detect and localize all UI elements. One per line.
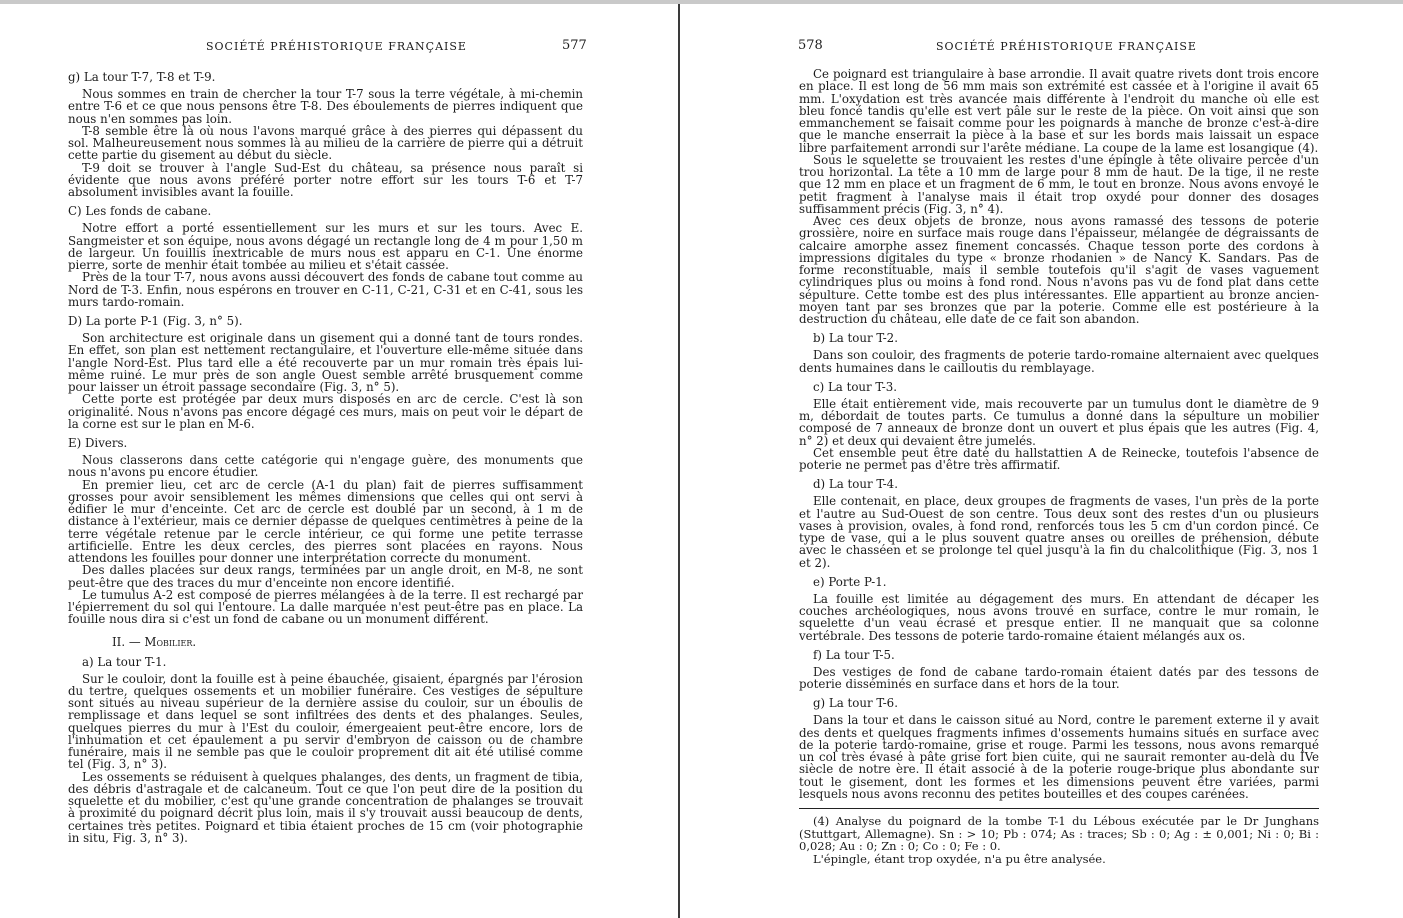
section-heading: b) La tour T-2. — [813, 331, 898, 346]
section-heading: e) Porte P-1. — [813, 574, 887, 589]
section-heading: f) La tour T-5. — [813, 647, 895, 662]
paragraph: En premier lieu, cet arc de cercle (A-1 du plan) fait de pierres suffisamment grosses pour avoir sensiblement les mêmes dimensions que celles qui ont servi à édifier le mur d'enceinte. Cet arc de cercle est doublé par un second, à 1 m de distance à l'extérieur, mais ce dernier dépasse de quelques centimètres à peine de la terre végétale retenue par le cercle intérieur, ce qui forme une petite terrasse artificielle. Entre les deux cercles, des pierres sont placées en rayons. Nous attendons les fouilles pour donner une interprétation correcte du monument. — [68, 477, 583, 565]
section-heading: D) La porte P-1 (Fig. 3, n° 5). — [68, 314, 243, 328]
paragraph: La fouille est limitée au dégagement des murs. En attendant de décaper les couches archéologiques, nous avons trouvé en surface, contre le mur romain, le squelette d'un veau écrasé et presque entier. Il ne manquait que sa colonne vertébrale. Des tessons de poterie tardo-romaine étaient mélangés aux os. — [799, 591, 1319, 643]
page-divider — [678, 4, 680, 918]
section-heading: c) La tour T-3. — [813, 379, 897, 394]
section-heading: a) La tour T-1. — [82, 654, 167, 669]
chapter-heading: II. — Mobilier. — [112, 634, 197, 649]
paragraph: Ce poignard est triangulaire à base arrondie. Il avait quatre rivets dont trois encore en place. Il est long de 56 mm mais son extrémité est cassée et à l'origine il avait 65 mm. L'oxydation est très avancée mais différente à l'endroit du manche où elle est bleu foncé tandis qu'elle est vert pâle sur le reste de la pièce. On voit ainsi que son emmanchement se faisait comme pour les poignards à manche de bronze c'est-à-dire que le manche enserrait la pièce à la base et sur les bords mais laissait un espace libre parfaitement arrondi sur l'arête médiane. La coupe de la lame est losangique (4). — [799, 67, 1319, 155]
paragraph: Elle était entièrement vide, mais recouverte par un tumulus dont le diamètre de 9 m, débordait de toutes parts. Ce tumulus a donné dans la sépulture un mobilier composé de 7 anneaux de bronze dont un ouvert et plus épais que les autres (Fig. 4, n° 2) et deux qui devaient être jumelés. — [799, 396, 1319, 448]
paragraph: T-8 semble être là où nous l'avons marqué grâce à des pierres qui dépassent du sol. Malheureusement nous sommes là au milieu de la carrière de pierre qui a détruit cette partie du gisement au début du siècle. — [68, 123, 583, 163]
page-number: 578 — [798, 38, 823, 53]
footnote: L'épingle, étant trop oxydée, n'a pu être analysée. — [813, 851, 1106, 866]
paragraph: Elle contenait, en place, deux groupes de fragments de vases, l'un près de la porte et l'autre au Sud-Ouest de son centre. Tous deux sont des restes d'un ou plusieurs vases à provision, ovales, à fond rond, renforcés tous les 5 cm d'un cordon pincé. Ce type de vase, qui a le plus souvent quatre anses ou oreilles de préhension, débute avec le chasséen et se prolonge tel quel jusqu'à la fin du chalcolithique (Fig. 3, nos 1 et 2). — [799, 494, 1319, 570]
paragraph: Nous classerons dans cette catégorie qui n'engage guère, des monuments que nous n'avons pu encore étudier. — [68, 453, 583, 480]
footnote: (4) Analyse du poignard de la tombe T-1 du Lébous exécutée par le Dr Junghans (Stuttgart, Allemagne). Sn : > 10; Pb : 074; As : traces; Sb : 0; Ag : ± 0,001; Ni : 0; Bi : 0,028; Au : 0; Zn : 0; Co : 0; Fe : 0. — [799, 814, 1319, 853]
page-577 — [0, 4, 677, 918]
paragraph: Cette porte est protégée par deux murs disposés en arc de cercle. C'est là son originalité. Nous n'avons pas encore dégagé ces murs, mais on peut voir le départ de la corne est sur le plan en M-6. — [68, 392, 583, 431]
paragraph: Les ossements se réduisent à quelques phalanges, des dents, un fragment de tibia, des débris d'astragale et de calcaneum. Tout ce que l'on peut dire de la position du squelette et du mobilier, c'est qu'une grande concentration de phalanges se trouvait à proximité du poignard décrit plus loin, mais il s'y trouvait aussi beaucoup de dents, certaines très petites. Poignard et tibia étaient proches de 15 cm (voir photographie in situ, Fig. 3, n° 3). — [68, 769, 583, 845]
footnote-separator — [799, 808, 1319, 809]
text-column — [68, 71, 583, 844]
running-head: SOCIÉTÉ PRÉHISTORIQUE FRANÇAISE — [206, 40, 467, 53]
paragraph: Avec ces deux objets de bronze, nous avons ramassé des tessons de poterie grossière, noire en surface mais rouge dans l'épaisseur, mélangée de dégraissants de calcaire amorphe assez finement concassés. Chaque tesson porte des cordons à impressions digitales du type « bronze rhodanien » de Nancy K. Sandars. Pas de forme reconstituable, mais il semble toutefois qu'il s'agit de vases vaguement cylindriques plus ou moins à fond rond. Nous n'avons pas vu de fond plat dans cette sépulture. Cette tombe est des plus intéressantes. Elle appartient au bronze ancien-moyen tant par ses bronzes que par la poterie. Comme elle est postérieure à la destruction du château, elle date de ce fait son abandon. — [799, 214, 1319, 326]
paragraph: Nous sommes en train de chercher la tour T-7 sous la terre végétale, à mi-chemin entre T-6 et ce que nous pensons être T-8. Des éboulements de pierres indiquent que nous n'en sommes pas loin. — [68, 87, 583, 126]
paragraph: Sous le squelette se trouvaient les restes d'une épingle à tête olivaire percée d'un trou horizontal. La tête a 10 mm de large pour 8 mm de haut. De la tige, il ne reste que 12 mm en place et un fragment de 6 mm, le tout en bronze. Nous avons envoyé le petit fragment à l'analyse mais il était trop oxydé pour donner des dosages suffisamment précis (Fig. 3, n° 4). — [799, 152, 1319, 216]
running-head: SOCIÉTÉ PRÉHISTORIQUE FRANÇAISE — [936, 40, 1197, 53]
paragraph: Cet ensemble peut être daté du hallstattien A de Reinecke, toutefois l'absence de poterie ne permet pas d'être très affirmatif. — [799, 445, 1319, 472]
paragraph: Son architecture est originale dans un gisement qui a donné tant de tours rondes. En effet, son plan est nettement rectangulaire, et l'ouverture elle-même située dans l'angle Nord-Est. Plus tard elle a été recouverte par un mur romain très épais lui-même ruiné. Le mur près de son angle Ouest semble arrêté brusquement comme pour laisser un étroit passage secondaire (Fig. 3, n° 5). — [68, 331, 583, 394]
paragraph: Des dalles placées sur deux rangs, terminées par un angle droit, en M-8, ne sont peut-être que des traces du mur d'enceinte non encore identifié. — [68, 563, 583, 590]
paragraph: Près de la tour T-7, nous avons aussi découvert des fonds de cabane tout comme au Nord de T-3. Enfin, nous espérons en trouver en C-11, C-21, C-31 et en C-41, sous les murs tardo-romain. — [68, 270, 583, 309]
section-heading: E) Divers. — [68, 436, 128, 450]
section-heading: C) Les fonds de cabane. — [68, 204, 212, 219]
paragraph: Le tumulus A-2 est composé de pierres mélangées à de la terre. Il est rechargé par l'épierrement du sol qui l'entoure. La dalle marquée n'est peut-être pas en place. La fouille nous dira si c'est un fond de cabane ou un monument différent. — [68, 587, 583, 627]
text-column — [799, 68, 1319, 865]
section-heading: d) La tour T-4. — [813, 477, 898, 492]
section-heading: g) La tour T-7, T-8 et T-9. — [68, 70, 216, 84]
page-578 — [681, 4, 1403, 918]
page-number: 577 — [562, 38, 587, 53]
section-heading: g) La tour T-6. — [813, 696, 898, 711]
paragraph: Sur le couloir, dont la fouille est à peine ébauchée, gisaient, épargnés par l'érosion du tertre, quelques ossements et un mobilier funéraire. Ces vestiges de sépulture sont situés au niveau supérieur de la dernière assise du couloir, sur un éboulis de remplissage et dans lequel se sont infiltrées des dents et des phalanges. Seules, quelques pierres du mur à l'Est du couloir, émergeaient peut-être encore, lors de l'inhumation et cet épaulement a pu servir d'embryon de caisson ou de chambre funéraire, mais il ne semble pas que le couloir proprement dit ait été utilisé comme tel (Fig. 3, n° 3). — [68, 671, 583, 772]
paragraph: Dans la tour et dans le caisson situé au Nord, contre le parement externe il y avait des dents et quelques fragments infimes d'ossements humains situés en surface avec de la poterie tardo-romaine, grise et rouge. Parmi les tessons, nous avons remarqué un col très évasé à pâte grise fort bien cuite, qui ne saurait remonter au-delà du IVe siècle de notre ère. Il était associé à de la poterie rouge-brique plus abondante sur tout le gisement, dont les formes et les dimensions peuvent être variées, parmi lesquels nous avons reconnu des petites bouteilles et des coupes carénées. — [799, 713, 1319, 801]
paragraph: Dans son couloir, des fragments de poterie tardo-romaine alternaient avec quelques dents humaines dans le cailloutis du remblayage. — [799, 348, 1319, 375]
paragraph: Notre effort a porté essentiellement sur les murs et sur les tours. Avec E. Sangmeister et son équipe, nous avons dégagé un rectangle long de 4 m pour 1,50 m de largeur. Un fouillis inextricable de murs nous est apparu en C-1. Une énorme pierre, sorte de menhir était tombée au milieu et s'était cassée. — [68, 221, 583, 272]
paragraph: T-9 doit se trouver à l'angle Sud-Est du château, sa présence nous paraît si évidente que nous avons préféré porter notre effort sur les tours T-6 et T-7 absolument invisibles avant la fouille. — [68, 160, 583, 199]
paragraph: Des vestiges de fond de cabane tardo-romain étaient datés par des tessons de poterie disséminés en surface dans et hors de la tour. — [799, 664, 1319, 691]
